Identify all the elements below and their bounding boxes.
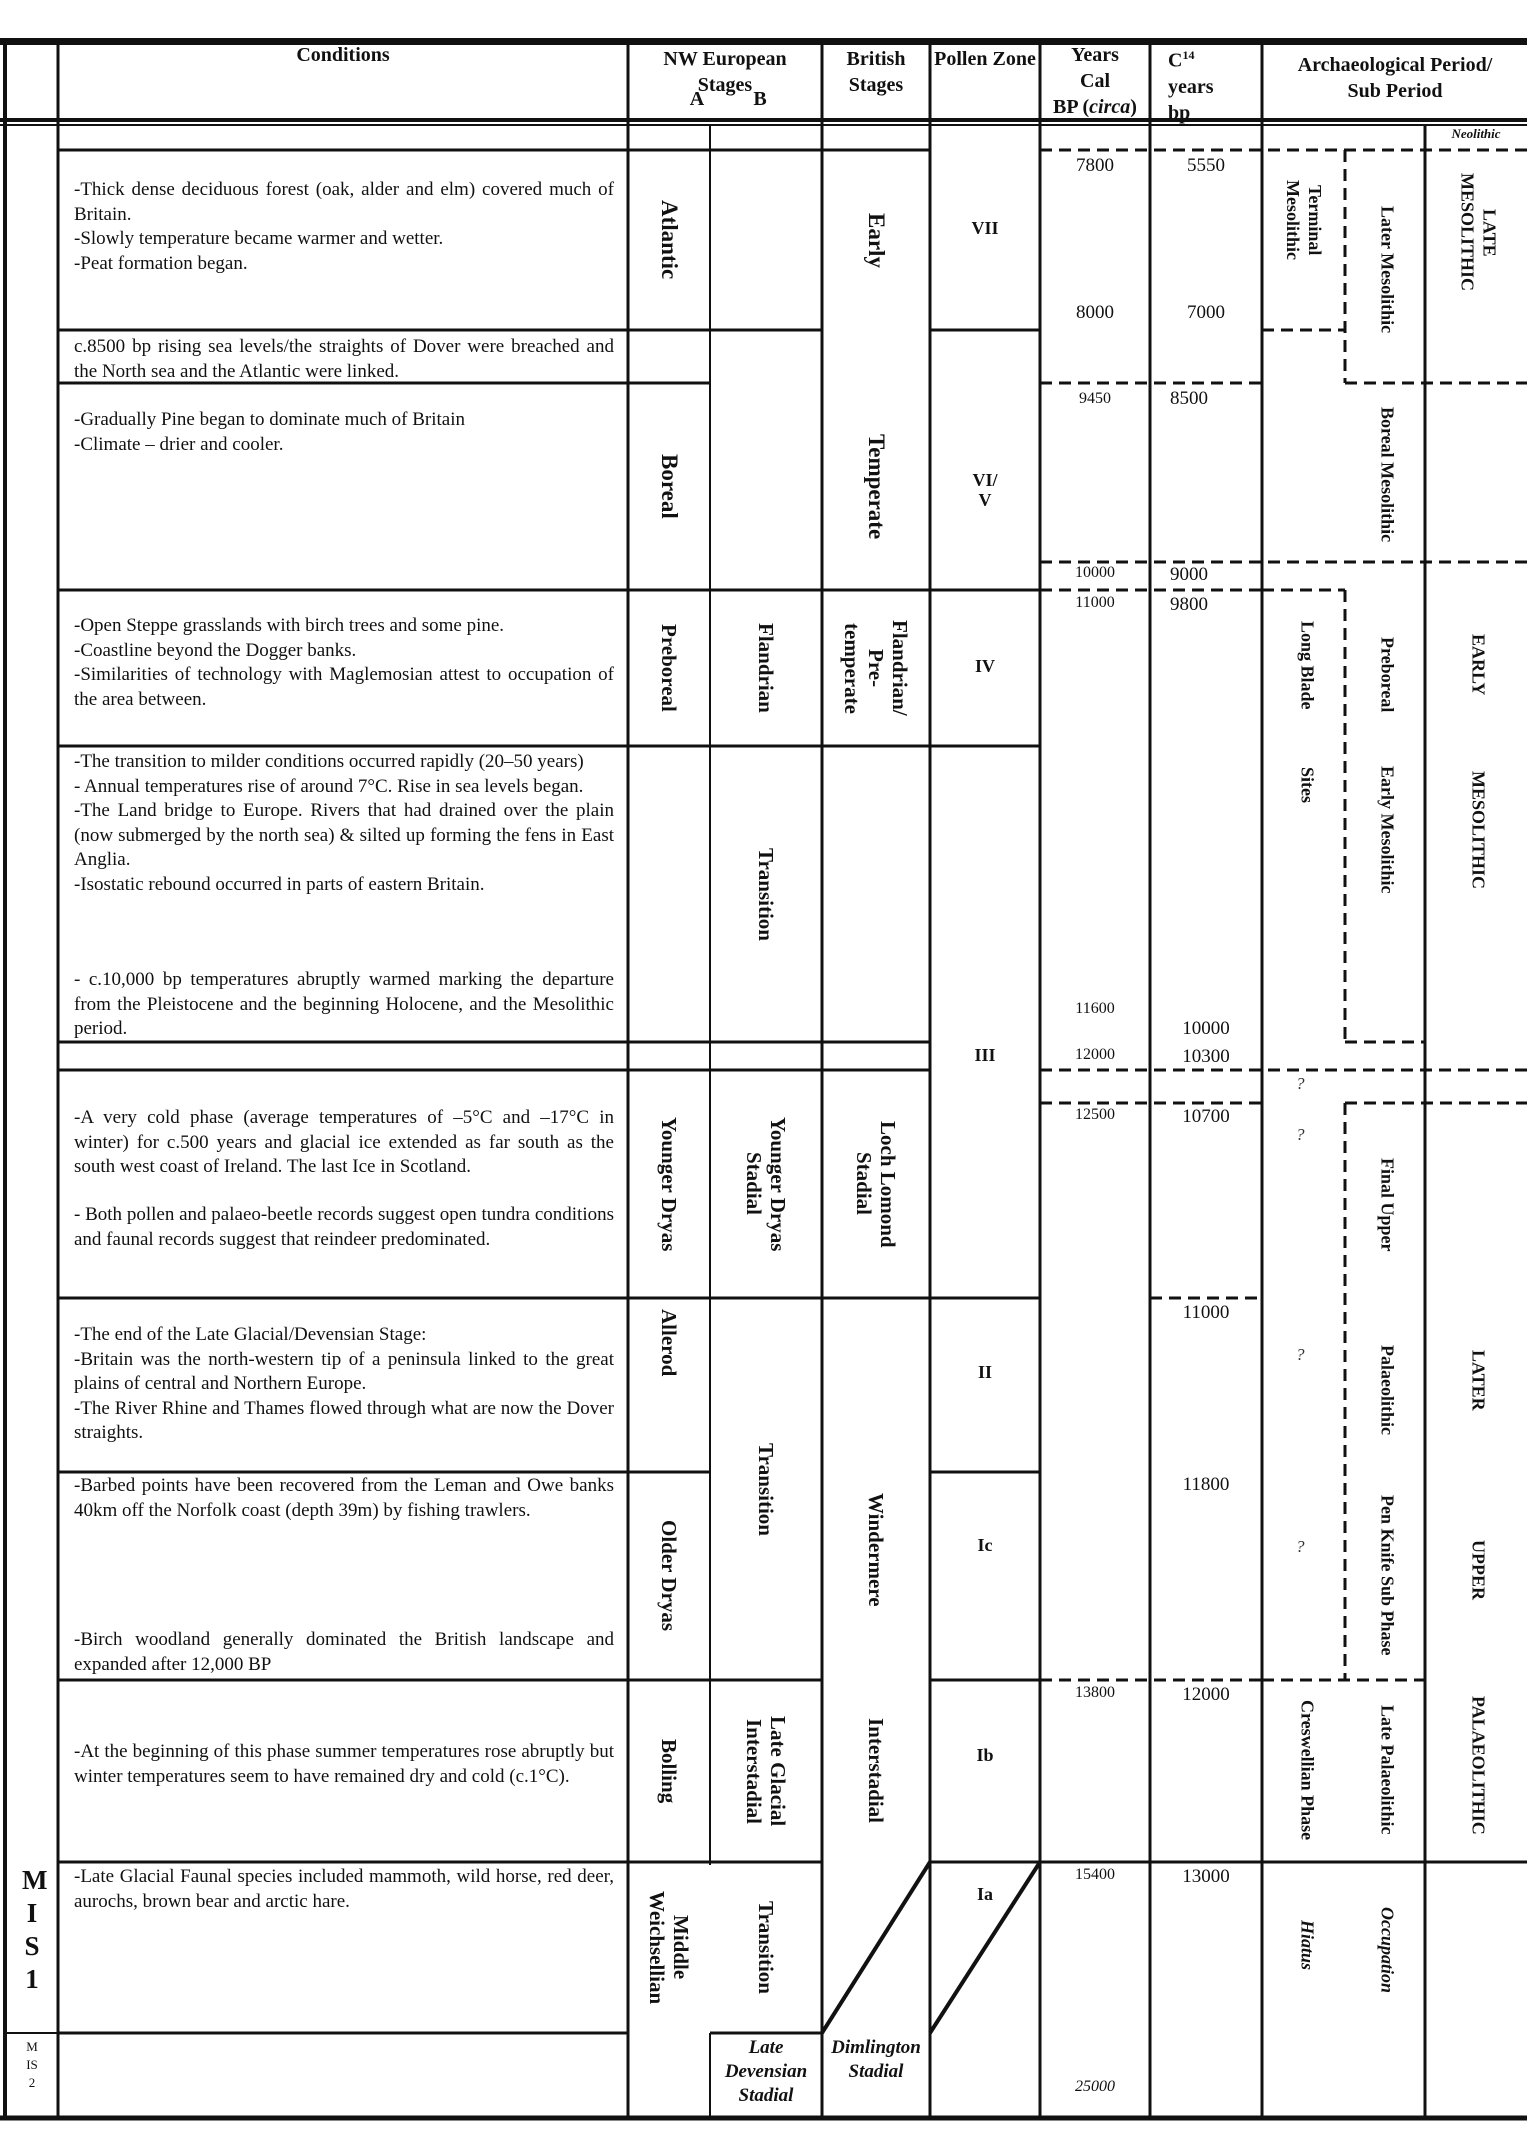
archaeo-question-2: ? [1296, 1125, 1305, 1144]
header-pollen-zone: Pollen Zone [934, 48, 1036, 70]
c14-10300: 10300 [1182, 1046, 1230, 1067]
stage-a-older-dryas: Older Dryas [657, 1520, 681, 1632]
conditions-younger-dryas: -A very cold phase (average temperatures of –5°C and –17°C in winter) for c.500 years and glacial ice extended as far south as the south west coast of Ireland. The last Ice in Scotland. [74, 1107, 614, 1178]
c14-9000: 9000 [1170, 564, 1208, 585]
stage-a-boreal: Boreal [657, 454, 682, 519]
stage-a-bolling: Bolling [657, 1738, 681, 1804]
archaeo-later-mesolithic: Later Mesolithic [1377, 206, 1398, 334]
archaeo-final-upper: Final Upper [1377, 1158, 1398, 1252]
conditions-boreal: -Gradually Pine began to dominate much of Britain -Climate – drier and cooler. [74, 409, 465, 455]
c14-11800: 11800 [1182, 1474, 1230, 1495]
conditions-birch: -Birch woodland generally dominated the British landscape and expanded after 12,000 BP [74, 1629, 614, 1675]
archaeo-question-3: ? [1296, 1345, 1305, 1364]
british-interstadial: Interstadial [864, 1717, 888, 1823]
archaeo-later: LATER [1468, 1349, 1489, 1411]
conditions-holocene: - c.10,000 bp temperatures abruptly warmed marking the departure from the Pleistocene and the beginning Holocene, and the Mesolithic period. [74, 969, 614, 1040]
header-c14-years: $C^{14}$ years bp [1168, 48, 1214, 124]
pollen-iv: IV [974, 656, 995, 676]
header-col-b: B [753, 88, 767, 110]
c14-10000: 10000 [1182, 1018, 1230, 1039]
conditions-fauna: -Late Glacial Faunal species included mammoth, wild horse, red deer, aurochs, brown bear and arctic hare. [74, 1866, 614, 1912]
cal-bp-7800: 7800 [1076, 155, 1114, 176]
archaeo-occupation: Occupation [1377, 1906, 1398, 1993]
c14-7000: 7000 [1187, 302, 1225, 323]
pollen-vii: VII [971, 218, 999, 238]
mis1-label: MIS1 [22, 1865, 48, 1994]
stage-b-transition-3: Transition [754, 1901, 778, 1994]
conditions-preboreal: -Open Steppe grasslands with birch trees and some pine. -Coastline beyond the Dogger banks. -Similarities of technology with Maglemosian attest to occupation of the area between. [74, 615, 614, 710]
cal-bp-15400: 15400 [1075, 1866, 1115, 1883]
stage-b-transition-2: Transition [754, 1442, 778, 1536]
header-british-stages: British Stages [846, 48, 906, 96]
pollen-ic: Ic [977, 1535, 993, 1555]
archaeo-early: EARLY [1468, 634, 1489, 696]
archaeo-question-1: ? [1296, 1074, 1305, 1093]
stage-b-younger-dryas-stadial: Younger Dryas Stadial [742, 1116, 790, 1252]
pollen-vi: VI/ [972, 470, 998, 490]
british-windermere: Windermere [864, 1493, 888, 1607]
british-early: Early [864, 212, 889, 268]
archaeo-hiatus: Hiatus [1297, 1919, 1318, 1971]
stage-a-atlantic: Atlantic [657, 200, 682, 280]
archaeo-early-mesolithic: Early Mesolithic [1377, 766, 1398, 894]
archaeo-upper: UPPER [1468, 1540, 1489, 1600]
archaeo-sites: Sites [1297, 767, 1318, 803]
archaeo-neolithic: Neolithic [1451, 126, 1501, 141]
british-dimlington-stadial: Dimlington Stadial [831, 2037, 921, 2082]
stage-b-late-devensian-stadial: Late Devensian Stadial [724, 2037, 808, 2106]
archaeo-question-4: ? [1296, 1537, 1305, 1556]
header-nw-european-stages: NW European Stages [663, 48, 787, 96]
header-col-a: A [689, 88, 705, 110]
conditions-bolling: -At the beginning of this phase summer temperatures rose abruptly but winter temperatures seem to have remained dry and cold (c.1°C). [74, 1741, 614, 1787]
stage-b-flandrian: Flandrian [754, 623, 778, 713]
stage-a-preboreal: Preboreal [657, 624, 681, 712]
archaeo-pen-knife-sub-phase: Pen Knife Sub Phase [1377, 1494, 1398, 1656]
c14-13000: 13000 [1182, 1866, 1230, 1887]
cal-bp-11000: 11000 [1075, 594, 1115, 611]
c14-11000: 11000 [1182, 1302, 1230, 1323]
archaeo-boreal-mesolithic: Boreal Mesolithic [1377, 407, 1398, 543]
conditions-sea-level: c.8500 bp rising sea levels/the straights of Dover were breached and the North sea and the Atlantic were linked. [74, 336, 614, 382]
stage-a-younger-dryas: Younger Dryas [657, 1116, 681, 1252]
cal-bp-13800: 13800 [1075, 1684, 1115, 1701]
mis2-label: MIS2 [26, 2039, 38, 2090]
archaeo-creswellian-phase: Creswellian Phase [1297, 1699, 1318, 1841]
header-conditions: Conditions [296, 44, 390, 66]
archaeo-palaeolithic-caps: PALAEOLITHIC [1468, 1695, 1489, 1835]
header-archaeological-period: Archaeological Period/ Sub Period [1297, 54, 1493, 102]
archaeo-terminal-mesolithic: Terminal Mesolithic [1283, 180, 1325, 260]
archaeo-long-blade: Long Blade [1297, 620, 1318, 710]
c14-9800: 9800 [1170, 594, 1208, 615]
stage-b-late-glacial-interstadial: Late Glacial Interstadial [742, 1715, 790, 1827]
archaeo-late-palaeolithic: Late Palaeolithic [1377, 1705, 1398, 1835]
archaeo-palaeolithic: Palaeolithic [1377, 1345, 1398, 1435]
pollen-ii: II [977, 1362, 992, 1382]
archaeo-mesolithic: MESOLITHIC [1468, 770, 1489, 890]
c14-8500: 8500 [1170, 388, 1208, 409]
pollen-ib: Ib [976, 1745, 994, 1765]
stage-a-allerod: Allerod [657, 1308, 681, 1377]
conditions-late-glacial: -The end of the Late Glacial/Devensian Stage: -Britain was the north-western tip of a peninsula linked to the great plains of central and Northern Europe. -The River Rhine and Thames flowed through what are now the Dover straights. [74, 1324, 614, 1444]
cal-bp-8000: 8000 [1076, 302, 1114, 323]
c14-10700: 10700 [1182, 1106, 1230, 1127]
cal-bp-12000: 12000 [1075, 1046, 1115, 1063]
cal-bp-12500: 12500 [1075, 1106, 1115, 1123]
cal-bp-25000: 25000 [1075, 2078, 1115, 2095]
c14-12000: 12000 [1182, 1684, 1230, 1705]
pollen-iii: III [974, 1045, 996, 1065]
british-loch-lomond-stadial: Loch Lomond Stadial [852, 1120, 900, 1248]
british-temperate: Temperate [864, 433, 889, 540]
british-flandrian-pretemperate: Flandrian/ Pre- temperate [840, 620, 912, 716]
header-years-cal: Years Cal BP (circa) [1053, 44, 1137, 118]
conditions-atlantic: -Thick dense deciduous forest (oak, alder and elm) covered much of Britain. -Slowly temperature became warmer and wetter. -Peat formation began. [74, 179, 614, 274]
conditions-tundra: - Both pollen and palaeo-beetle records suggest open tundra conditions and faunal records suggest that reindeer predominated. [74, 1204, 614, 1250]
conditions-barbed-points: -Barbed points have been recovered from the Leman and Owe banks 40km off the Norfolk coast (depth 39m) by fishing trawlers. [74, 1475, 614, 1521]
archaeo-late-mesolithic: LATE MESOLITHIC [1457, 173, 1500, 292]
pollen-v: V [978, 490, 992, 510]
archaeo-preboreal: Preboreal [1377, 637, 1398, 713]
cal-bp-11600: 11600 [1075, 1000, 1115, 1017]
cal-bp-10000: 10000 [1075, 564, 1115, 581]
pollen-ia: Ia [976, 1884, 993, 1904]
stage-a-middle-weichsellian: Middle Weichsellian [645, 1890, 693, 2005]
stage-b-transition-1: Transition [754, 847, 778, 941]
cal-bp-9450: 9450 [1079, 390, 1111, 407]
conditions-transition: -The transition to milder conditions occurred rapidly (20–50 years) - Annual temperatures rise of around 7°C. Rise in sea levels began. -The Land bridge to Europe. Rivers that had drained over the plain (now submerged by the north sea) & silted up forming the fens in East Anglia. -Isostatic rebound occurred in parts of eastern Britain. [74, 751, 614, 895]
c14-5550: 5550 [1187, 155, 1225, 176]
